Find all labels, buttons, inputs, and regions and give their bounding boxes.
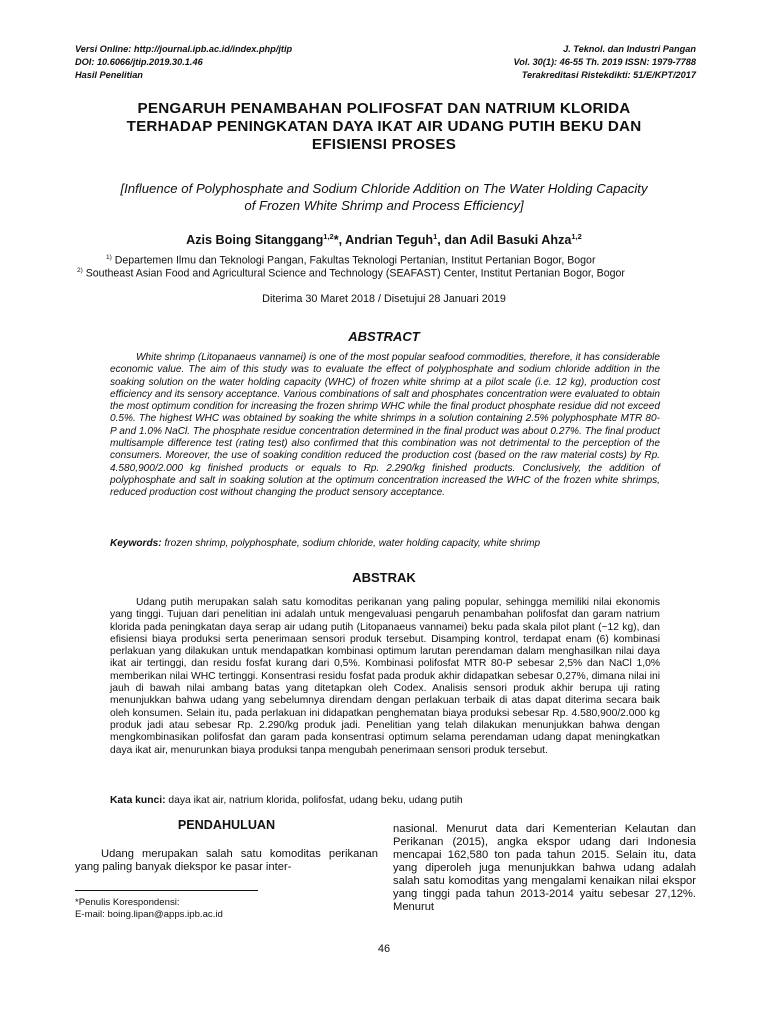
page-number: 46 bbox=[377, 943, 391, 955]
kata-kunci-label: Kata kunci: bbox=[110, 795, 166, 806]
corresponding-email[interactable]: E-mail: boing.lipan@apps.ipb.ac.id bbox=[75, 908, 223, 920]
header-left bbox=[75, 43, 292, 82]
affiliation-text: Southeast Asian Food and Agricultural Science and Technology (SEAFAST) Center, Institut Pertanian Bogor, Bogor bbox=[82, 267, 625, 280]
paper-title bbox=[80, 100, 688, 154]
volume-issn-line: Vol. 30(1): 46-55 Th. 2019 ISSN: 1979-7788 bbox=[513, 57, 696, 67]
kata-kunci bbox=[110, 795, 670, 806]
affiliation-mark: 1) bbox=[106, 254, 112, 261]
author-name: Andrian Teguh bbox=[345, 233, 434, 248]
title-line: TERHADAP PENINGKATAN DAYA IKAT AIR UDANG PUTIH BEKU DAN bbox=[126, 118, 642, 135]
keywords-text: frozen shrimp, polyphosphate, sodium chloride, water holding capacity, white shrimp bbox=[161, 538, 541, 549]
abstract-heading: ABSTRACT bbox=[348, 329, 420, 344]
received-accepted-dates: Diterima 30 Maret 2018 / Disetujui 28 Januari 2019 bbox=[262, 293, 506, 305]
affiliation-2 bbox=[77, 265, 707, 280]
footnote bbox=[75, 897, 378, 920]
pendahuluan-heading: PENDAHULUAN bbox=[177, 818, 276, 832]
subtitle-line: of Frozen White Shrimp and Process Efficiency] bbox=[244, 198, 524, 213]
header-right bbox=[514, 43, 696, 82]
footnote-divider bbox=[75, 890, 258, 891]
corresponding-mark: *, bbox=[333, 233, 346, 248]
keywords bbox=[110, 538, 670, 549]
pendahuluan-right-column: nasional. Menurut data dari Kementerian Kelautan dan Perikanan (2015), angka ekspor udang dari Indonesia mencapai 162,580 ton pada tahun 2015. Selain itu, data yang diperoleh juga menunjukkan bahwa udang adalah salah satu komoditas yang mengalami kenaikan nilai ekspor yang tinggi pada tahun 2013-2014 yaitu sebesar 27,12%. Menurut bbox=[393, 823, 696, 913]
affiliation-mark: 2) bbox=[77, 267, 83, 274]
article-type-line: Hasil Penelitian bbox=[75, 70, 143, 80]
author-separator: , dan bbox=[437, 233, 470, 248]
author-name: Adil Basuki Ahza bbox=[469, 233, 572, 248]
title-line: PENGARUH PENAMBAHAN POLIFOSFAT DAN NATRIUM KLORIDA bbox=[137, 100, 631, 117]
kata-kunci-text: daya ikat air, natrium klorida, polifosfat, udang beku, udang putih bbox=[165, 795, 463, 806]
author-affil-mark: 1 bbox=[433, 232, 438, 241]
keywords-label: Keywords: bbox=[110, 538, 162, 549]
author-affil-mark: 1,2 bbox=[571, 232, 582, 241]
author-affil-mark: 1,2 bbox=[323, 232, 334, 241]
title-line: EFISIENSI PROSES bbox=[311, 136, 457, 153]
journal-name-line: J. Teknol. dan Industri Pangan bbox=[563, 44, 696, 54]
abstract-body: White shrimp (Litopanaeus vannamei) is one of the most popular seafood commodities, therefore, it has considerable economic value. The aim of this study was to evaluate the effect of polyphosphate and sodium chloride addition in the soaking solution on the water holding capacity (WHC) of frozen white shrimp at a pilot scale (i.e. 12 kg), production cost efficiency and its sensory acceptance. Various combinations of salt and phosphates concentration were evaluated to obtain the most optimum condition for increasing the frozen shrimp WHC while the final product phosphate residue did not exceed 0.5%. The highest WHC was obtained by soaking the white shrimps in a solution containing 2.5% polyphosphate MTR 80-P and 1.0% NaCl. The phosphate residue concentration determined in the final product was about 0.27%. The final product multisample difference test (rating test) also confirmed that this combination was not detrimental to the perception of the consumers. Moreover, the use of soaking condition reduced the production cost (based on the raw material costs) by Rp. 4.580,900/2.000 kg finished products or equals to Rp. 2.290/kg finished products. Conclusively, the addition of polyphosphate and salt in soaking solution at the optimum concentration increased the WHC of the frozen white shrimps, reduced production cost without changing the product sensory acceptance. bbox=[110, 352, 660, 499]
doi-line: DOI: 10.6066/jtip.2019.30.1.46 bbox=[75, 57, 203, 67]
author-list bbox=[0, 232, 768, 247]
abstrak-body: Udang putih merupakan salah satu komoditas perikanan yang paling popular, sehingga memiliki nilai ekonomis yang tinggi. Tujuan dari penelitian ini adalah untuk mengevaluasi pengaruh penambahan polifosfat dan garam natrium klorida pada peningkatan daya serap air udang putih (Litopanaeus vannamei) beku pada skala pilot plant (~12 kg), dan efisiensi biaya produksi serta penerimaan sensori produk tersebut. Disamping kontrol, terdapat enam (6) kombinasi perlakuan yang dilakukan untuk mendapatkan kombinasi optimum larutan perendaman dalam menghasilkan nilai daya ikat air tertinggi, dan residu fosfat kurang dari 0,5%. Kombinasi polifosfat MTR 80-P sebesar 2,5% dan NaCl 1,0% memberikan nilai WHC tertinggi. Konsentrasi residu fosfat pada produk akhir didapatkan sebesar 0,27%, dimana nilai ini jauh di bawah nilai ambang batas yang ditetapkan oleh Codex. Analisis sensori produk akhir berupa uji rating menunjukkan bahwa udang yang sebelumnya direndam dengan perlakuan terbaik di atas dapat diterima secara baik oleh konsumen. Selain itu, pada perlakuan ini didapatkan penghematan biaya produksi sebesar Rp. 4.580,900/2.000 kg produk jadi atau sebesar Rp. 2.290/kg produk jadi. Penelitian yang telah dilakukan menunjukkan bahwa dengan mengkombinasikan polifosfat dan garam pada konsentrasi optimum selama perendaman udang dapat meningkatkan daya ikat air, menurunkan biaya produksi tanpa mengubah penerimaan sensori produk tersebut. bbox=[110, 597, 660, 756]
pendahuluan-left-column: Udang merupakan salah satu komoditas perikanan yang paling banyak diekspor ke pasar inter- bbox=[75, 848, 378, 873]
author-name: Azis Boing Sitanggang bbox=[186, 233, 324, 248]
abstrak-heading: ABSTRAK bbox=[352, 570, 416, 585]
subtitle-line: [Influence of Polyphosphate and Sodium Chloride Addition on The Water Holding Capacity bbox=[120, 181, 648, 196]
online-version-line: Versi Online: http://journal.ipb.ac.id/index.php/jtip bbox=[75, 44, 293, 54]
footnote-label: *Penulis Korespondensi: bbox=[75, 897, 180, 908]
english-title bbox=[60, 180, 708, 214]
accreditation-line: Terakreditasi Ristekdikti: 51/E/KPT/2017 bbox=[521, 70, 696, 80]
affiliation-text: Departemen Ilmu dan Teknologi Pangan, Fakultas Teknologi Pertanian, Institut Pertanian Bogor, Bogor bbox=[111, 254, 596, 267]
